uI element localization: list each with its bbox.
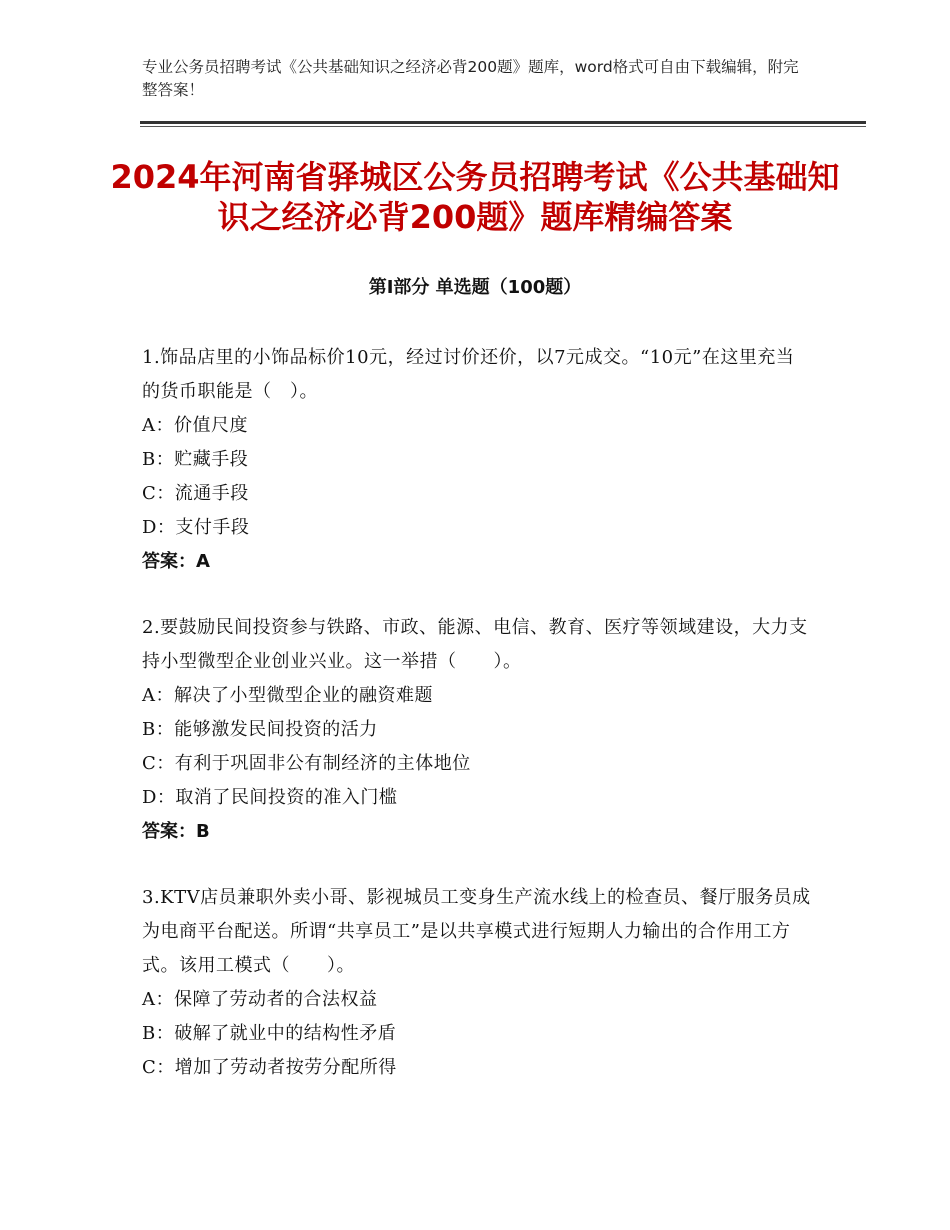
- option-c: C：增加了劳动者按劳分配所得: [142, 1057, 397, 1078]
- question-3: [142, 881, 812, 1085]
- document-title: 2024年河南省驿城区公务员招聘考试《公共基础知识之经济必背200题》题库精编答案: [110, 158, 840, 236]
- option-a: A：解决了小型微型企业的融资难题: [142, 685, 433, 706]
- option-a: A：价值尺度: [142, 415, 248, 436]
- question-2: [142, 611, 812, 849]
- option-b: B：能够激发民间投资的活力: [142, 719, 378, 740]
- section-title: 第Ⅰ部分 单选题（100题）: [368, 277, 582, 298]
- answer-line: 答案：A: [142, 551, 210, 572]
- option-b: B：破解了就业中的结构性矛盾: [142, 1023, 397, 1044]
- header-rule-thick: [140, 121, 866, 124]
- question-text: 3.KTV店员兼职外卖小哥、影视城员工变身生产流水线上的检查员、餐厅服务员成为电商平台配送。所谓“共享员工”是以共享模式进行短期人力输出的合作用工方式。该用工模式（ ）。: [142, 887, 811, 976]
- option-d: D：取消了民间投资的准入门槛: [142, 787, 398, 808]
- option-b: B：贮藏手段: [142, 449, 249, 470]
- option-c: C：流通手段: [142, 483, 249, 504]
- header-rule-thin: [140, 126, 866, 127]
- question-text: 2.要鼓励民间投资参与铁路、市政、能源、电信、教育、医疗等领域建设，大力支持小型微型企业创业兴业。这一举措（ ）。: [142, 617, 808, 672]
- header-note: 专业公务员招聘考试《公共基础知识之经济必背200题》题库，word格式可自由下载编辑，附完整答案！: [142, 58, 799, 99]
- question-text: 1.饰品店里的小饰品标价10元，经过讨价还价，以7元成交。“10元”在这里充当的货币职能是（ ）。: [142, 347, 795, 402]
- option-c: C：有利于巩固非公有制经济的主体地位: [142, 753, 471, 774]
- answer-line: 答案：B: [142, 821, 210, 842]
- question-list: [142, 341, 812, 1117]
- option-d: D：支付手段: [142, 517, 250, 538]
- option-a: A：保障了劳动者的合法权益: [142, 989, 378, 1010]
- question-1: [142, 341, 812, 579]
